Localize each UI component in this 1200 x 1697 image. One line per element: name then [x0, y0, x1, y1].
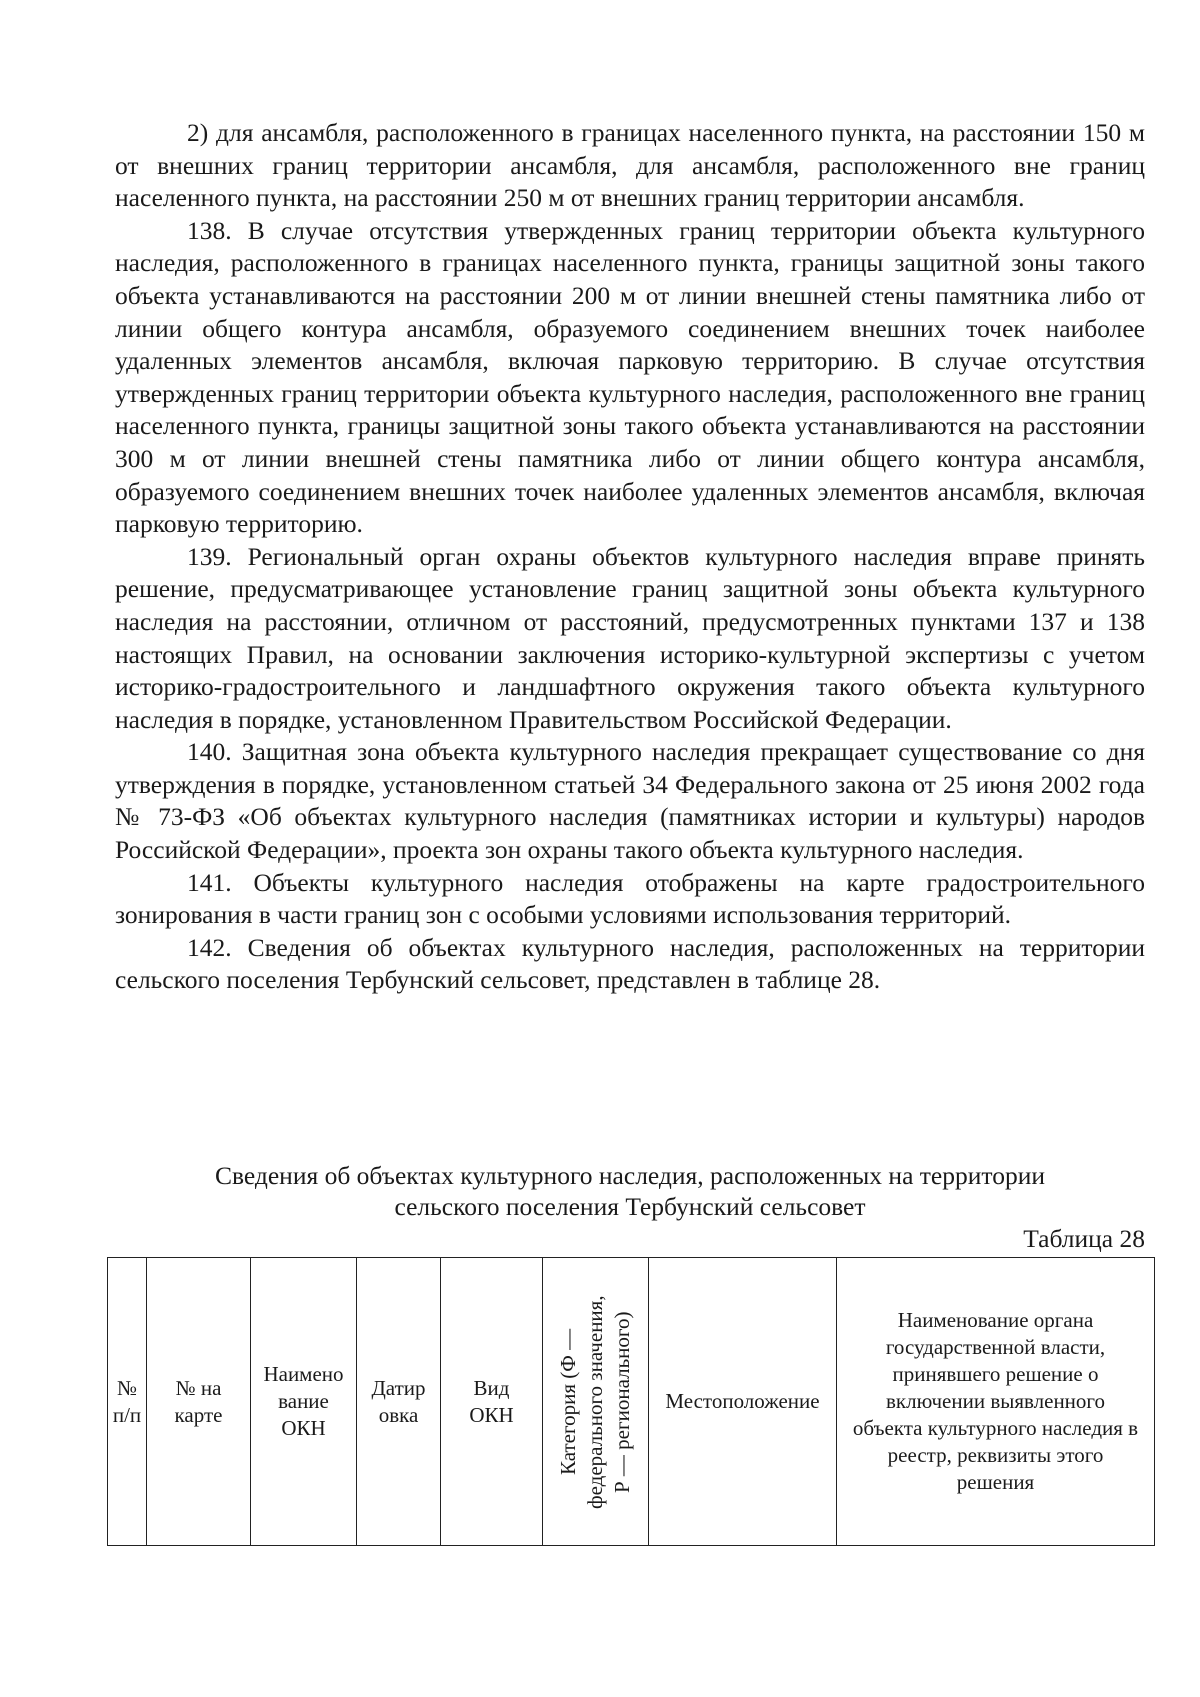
paragraph-142: 142. Сведения об объектах культурного наследия, расположенных на территории сельского поселения Тербунский сельсовет, представлен в таблице 28.: [115, 932, 1145, 995]
table-caption-line-2: сельского поселения Тербунский сельсовет: [394, 1192, 866, 1221]
header-category-vertical-text: Категория (Ф — федерального значения, Р — регионального): [556, 1294, 634, 1509]
header-map-number: № на карте: [147, 1258, 251, 1546]
paragraph-item-2-ensemble: 2) для ансамбля, расположенного в границах населенного пункта, на расстоянии 150 м от внешних границ территории ансамбля, для ансамбля, расположенного вне границ населенного пункта, на расстоянии 250 м от внешних границ территории ансамбля.: [115, 118, 1145, 213]
body-text: [115, 117, 1145, 997]
header-dating: Датир овка: [357, 1258, 441, 1546]
paragraph-140: 140. Защитная зона объекта культурного наследия прекращает существование со дня утверждения в порядке, установленном статьей 34 Федерального закона от 25 июня 2002 года № 73-ФЗ «Об объектах культурного наследия (памятниках истории и культуры) народов Российской Федерации», проекта зон охраны такого объекта культурного наследия.: [115, 737, 1145, 865]
header-row-number: № п/п: [108, 1258, 147, 1546]
paragraph-141: 141. Объекты культурного наследия отображены на карте градостроительного зонирования в части границ зон с особыми условиями использования территорий.: [115, 867, 1145, 930]
table-caption-line-1: Сведения об объектах культурного наследия, расположенных на территории: [215, 1161, 1045, 1190]
header-location: Местоположение: [649, 1258, 837, 1546]
paragraph-138: 138. В случае отсутствия утвержденных границ территории объекта культурного наследия, расположенного в границах населенного пункта, границы защитной зоны такого объекта устанавливаются на расстоянии 200 м от линии внешней стены памятника либо от линии общего контура ансамбля, образуемого соединением внешних точек наиболее удаленных элементов ансамбля, включая парковую территорию. В случае отсутствия утвержденных границ территории объекта культурного наследия, расположенного вне границ населенного пункта, границы защитной зоны такого объекта устанавливаются на расстоянии 300 м от линии внешней стены памятника либо от линии общего контура ансамбля, образуемого соединением внешних точек наиболее удаленных элементов ансамбля, включая парковую территорию.: [115, 215, 1145, 539]
table-caption: [115, 1160, 1145, 1222]
header-category: [543, 1258, 649, 1546]
header-okn-name: Наимено вание ОКН: [251, 1258, 357, 1546]
header-authority-decision: Наименование органа государственной власти, принявшего решение о включении выявленного объекта культурного наследия в реестр, реквизиты этого решения: [837, 1258, 1155, 1546]
paragraph-139: 139. Региональный орган охраны объектов культурного наследия вправе принять решение, предусматривающее установление границ защитной зоны объекта культурного наследия на расстоянии, отличном от расстояний, предусмотренных пунктами 137 и 138 настоящих Правил, на основании заключения историко-культурной экспертизы с учетом историко-градостроительного и ландшафтного окружения такого объекта культурного наследия в порядке, установленном Правительством Российской Федерации.: [115, 541, 1145, 734]
table-header-row: [108, 1258, 1155, 1546]
cultural-heritage-table: [107, 1257, 1155, 1546]
header-category-wrap: [543, 1259, 648, 1544]
header-okn-type: Вид ОКН: [441, 1258, 543, 1546]
table-number-label: Таблица 28: [1023, 1224, 1145, 1253]
